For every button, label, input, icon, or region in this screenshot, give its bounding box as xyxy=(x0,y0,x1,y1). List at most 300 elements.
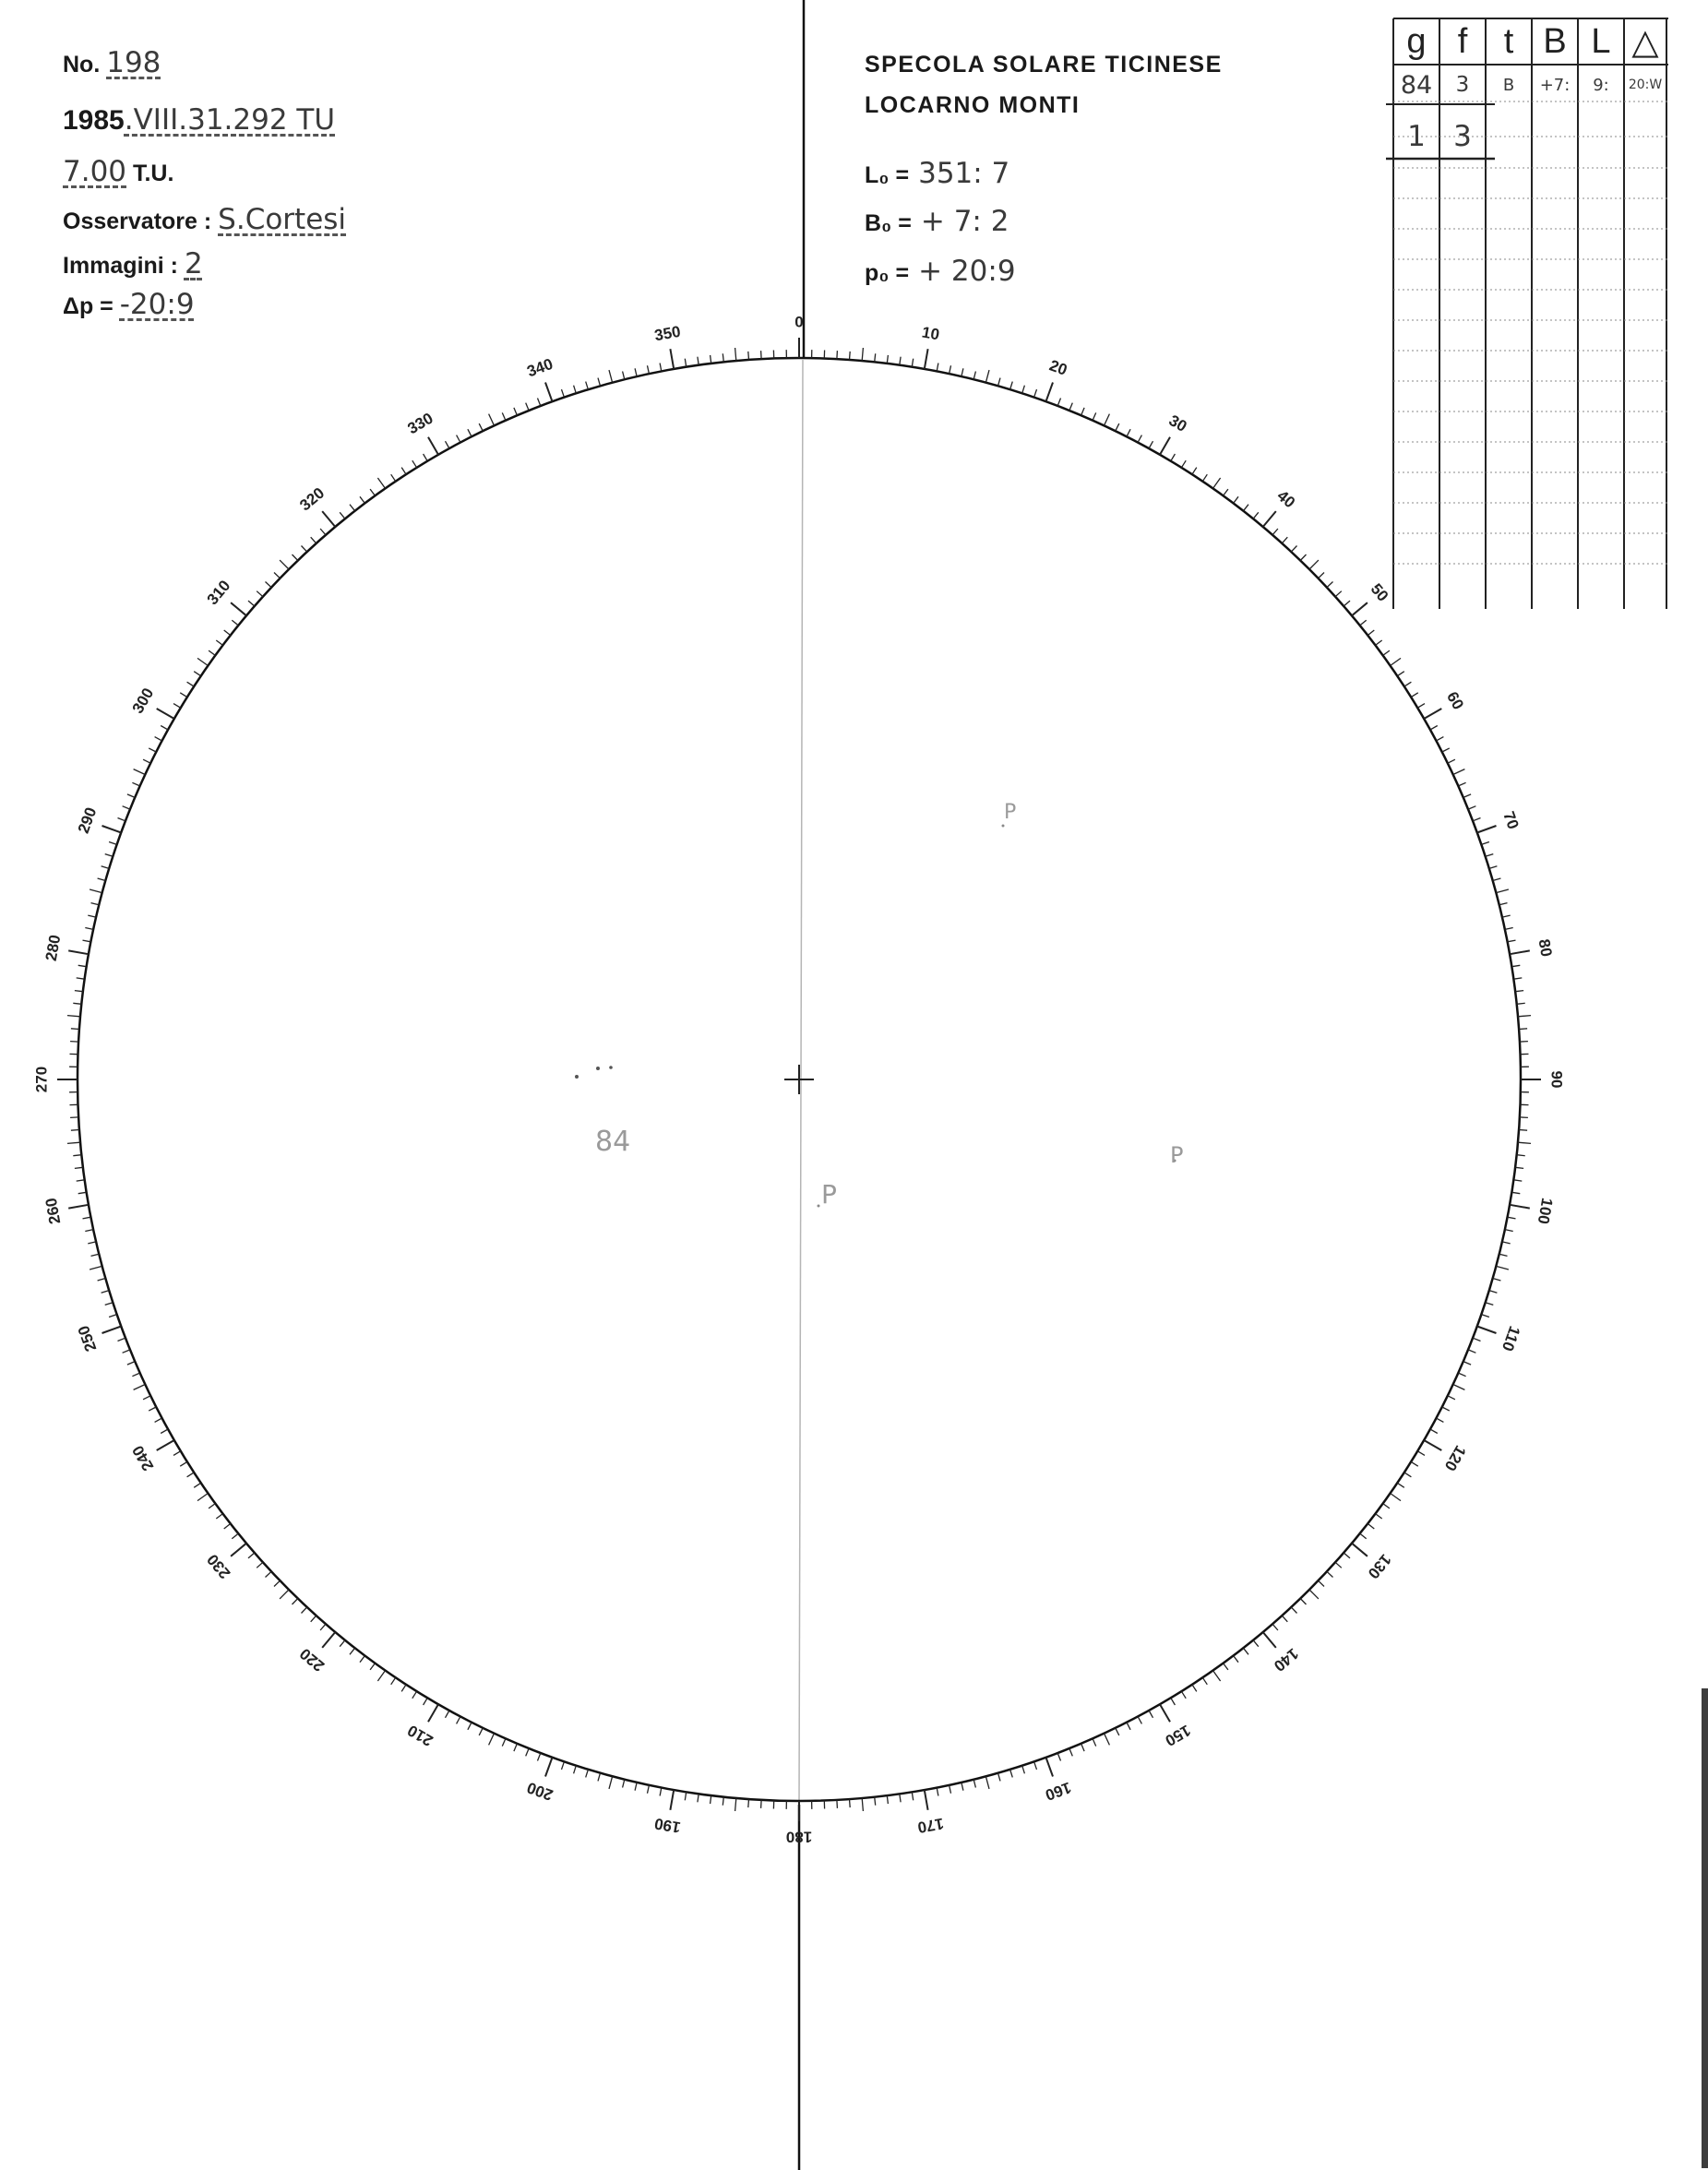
degree-tick xyxy=(1430,1429,1438,1433)
degree-label: 70 xyxy=(1499,809,1523,832)
degree-tick xyxy=(1502,1242,1511,1244)
degree-tick xyxy=(391,474,396,482)
degree-tick xyxy=(1138,1717,1141,1724)
degree-tick xyxy=(231,602,246,615)
degree-tick xyxy=(1481,842,1489,845)
degree-tick xyxy=(1496,1266,1509,1270)
degree-tick xyxy=(887,355,888,364)
degree-tick xyxy=(850,352,851,360)
degree-tick xyxy=(1397,672,1404,676)
degree-tick xyxy=(1442,748,1450,752)
degree-tick xyxy=(514,1744,518,1751)
degree-tick xyxy=(231,1544,246,1556)
degree-tick xyxy=(68,1205,89,1209)
degree-tick xyxy=(266,1571,272,1577)
degree-label: 30 xyxy=(1165,411,1190,435)
degree-tick xyxy=(1192,468,1197,475)
degree-tick xyxy=(1424,709,1441,719)
degree-tick xyxy=(1069,1748,1072,1756)
degree-tick xyxy=(1335,591,1342,597)
degree-tick xyxy=(370,1663,375,1670)
degree-tick xyxy=(155,737,162,741)
degree-tick xyxy=(468,429,472,436)
degree-tick xyxy=(489,414,495,426)
degree-tick xyxy=(973,1780,975,1788)
degree-tick xyxy=(311,1616,317,1622)
degree-tick xyxy=(1404,1472,1412,1477)
degree-label: 250 xyxy=(74,1323,101,1354)
degree-tick xyxy=(479,423,483,431)
degree-tick xyxy=(545,383,553,402)
degree-tick xyxy=(127,794,135,798)
degree-tick xyxy=(862,348,863,361)
degree-tick xyxy=(1493,878,1501,881)
degree-tick xyxy=(1517,1003,1525,1004)
degree-tick xyxy=(1411,693,1418,698)
degree-tick xyxy=(502,412,506,420)
degree-tick xyxy=(670,349,674,369)
degree-tick xyxy=(574,386,577,394)
degree-tick xyxy=(1010,1770,1013,1778)
degree-tick xyxy=(1511,1192,1520,1193)
degree-tick xyxy=(370,489,375,495)
degree-tick xyxy=(173,704,181,709)
degree-tick xyxy=(457,1717,460,1724)
degree-tick xyxy=(149,1407,156,1411)
degree-tick xyxy=(1376,1514,1382,1519)
degree-tick xyxy=(1243,1648,1248,1654)
degree-tick xyxy=(85,928,93,930)
degree-label: 260 xyxy=(42,1196,65,1226)
degree-tick xyxy=(134,769,146,775)
degree-tick xyxy=(973,372,975,380)
degree-tick xyxy=(302,1607,307,1614)
disk-annotation: P xyxy=(1170,1142,1184,1168)
degree-tick xyxy=(1272,1624,1278,1630)
degree-tick xyxy=(1081,1744,1085,1751)
degree-tick xyxy=(132,1373,139,1377)
degree-label: 160 xyxy=(1043,1778,1074,1805)
degree-tick xyxy=(635,1782,637,1791)
degree-tick xyxy=(377,1671,385,1681)
degree-tick xyxy=(1437,1418,1444,1422)
degree-tick xyxy=(1234,496,1238,503)
table-header-b: B xyxy=(1543,21,1567,61)
degree-tick xyxy=(118,818,125,821)
degree-tick xyxy=(1171,1698,1176,1705)
record-number-label: No. xyxy=(63,52,101,78)
delta-p-value: -20:9 xyxy=(119,288,195,321)
degree-tick xyxy=(660,364,662,372)
degree-tick xyxy=(1383,1504,1390,1508)
degree-tick xyxy=(875,1797,876,1806)
table-header-g: g xyxy=(1406,21,1427,61)
degree-tick xyxy=(1263,1632,1276,1648)
degree-tick xyxy=(635,368,637,376)
degree-tick xyxy=(1430,726,1438,730)
degree-tick xyxy=(526,1748,529,1756)
degree-label: 330 xyxy=(404,409,436,438)
degree-tick xyxy=(1344,1553,1350,1558)
degree-tick xyxy=(1300,554,1306,561)
degree-tick xyxy=(985,1776,989,1789)
degree-tick xyxy=(1069,403,1072,411)
degree-label: 170 xyxy=(915,1814,946,1837)
degree-tick xyxy=(1511,965,1520,966)
degree-tick xyxy=(1344,601,1350,606)
degree-label: 190 xyxy=(652,1814,683,1837)
degree-tick xyxy=(157,1440,174,1450)
degree-tick xyxy=(1376,640,1382,645)
table-cell: +7: xyxy=(1539,75,1571,95)
degree-tick xyxy=(123,1350,130,1353)
degree-tick xyxy=(950,365,951,374)
degree-tick xyxy=(102,866,110,869)
degree-tick xyxy=(1391,658,1401,665)
degree-label: 10 xyxy=(920,323,941,344)
degree-tick xyxy=(424,1698,428,1705)
degree-tick xyxy=(75,991,83,992)
degree-tick xyxy=(925,349,928,369)
degree-tick xyxy=(574,1766,577,1774)
degree-tick xyxy=(875,353,876,362)
degree-tick xyxy=(961,368,963,376)
degree-tick xyxy=(1171,454,1176,461)
degree-tick xyxy=(1127,429,1130,436)
record-number-value: 198 xyxy=(106,46,161,79)
degree-tick xyxy=(1517,1155,1525,1156)
degree-tick xyxy=(68,950,89,954)
degree-tick xyxy=(67,1142,80,1143)
degree-tick xyxy=(446,441,449,448)
pore-dot xyxy=(1002,825,1005,828)
degree-label: 40 xyxy=(1273,486,1299,512)
disk-annotation: 84 xyxy=(595,1126,631,1158)
degree-label: 50 xyxy=(1367,579,1392,605)
degree-tick xyxy=(350,1648,355,1654)
degree-tick xyxy=(562,389,565,398)
degree-tick xyxy=(1383,650,1390,655)
degree-tick xyxy=(698,357,699,365)
degree-tick xyxy=(1105,1734,1110,1746)
degree-tick xyxy=(1510,1205,1530,1209)
degree-tick xyxy=(1448,759,1455,763)
degree-tick xyxy=(83,1217,91,1219)
degree-tick xyxy=(1213,478,1221,488)
degree-tick xyxy=(293,554,298,561)
degree-tick xyxy=(257,591,263,597)
degree-tick xyxy=(1272,529,1278,535)
degree-label: 120 xyxy=(1440,1442,1470,1474)
time-suffix: T.U. xyxy=(132,161,174,186)
degree-tick xyxy=(73,1003,81,1004)
degree-tick xyxy=(157,709,174,719)
degree-label: 310 xyxy=(203,577,234,609)
degree-tick xyxy=(900,357,901,365)
degree-tick xyxy=(1202,474,1207,482)
degree-tick xyxy=(401,1685,406,1692)
observer-value: S.Cortesi xyxy=(218,203,347,236)
degree-label: 130 xyxy=(1364,1550,1395,1582)
degree-label: 270 xyxy=(32,1066,51,1093)
degree-tick xyxy=(1360,1533,1367,1539)
degree-tick xyxy=(216,1514,222,1519)
degree-tick xyxy=(232,620,238,626)
degree-tick xyxy=(1477,1327,1497,1334)
degree-tick xyxy=(85,1230,93,1232)
degree-tick xyxy=(1116,1728,1119,1735)
degree-tick xyxy=(274,1580,281,1586)
degree-tick xyxy=(1181,460,1186,468)
degree-tick xyxy=(514,408,518,415)
param-p0-value: + 20:9 xyxy=(918,255,1016,288)
degree-tick xyxy=(526,403,529,411)
degree-tick xyxy=(322,511,335,527)
degree-tick xyxy=(1309,1590,1319,1599)
table-cell: 1 xyxy=(1407,120,1426,153)
degree-tick xyxy=(1477,826,1497,833)
degree-tick xyxy=(1437,737,1444,741)
degree-tick xyxy=(391,1677,396,1685)
degree-tick xyxy=(1486,1303,1494,1306)
degree-tick xyxy=(937,364,938,372)
degree-tick xyxy=(502,1738,506,1746)
degree-tick xyxy=(1034,1761,1037,1770)
degree-tick xyxy=(1505,928,1513,930)
degree-label: 90 xyxy=(1547,1070,1566,1089)
degree-tick xyxy=(105,854,113,857)
degree-tick xyxy=(545,1758,553,1777)
degree-label: 300 xyxy=(128,685,158,717)
degree-tick xyxy=(70,1042,78,1043)
degree-tick xyxy=(1463,1362,1471,1365)
degree-tick xyxy=(1510,950,1530,954)
degree-label: 110 xyxy=(1498,1323,1524,1353)
degree-tick xyxy=(457,435,460,443)
degree-tick xyxy=(91,903,100,905)
degree-tick xyxy=(468,1723,472,1730)
degree-tick xyxy=(197,658,208,665)
degree-tick xyxy=(1417,704,1425,709)
degree-tick xyxy=(900,1794,901,1802)
degree-tick xyxy=(1417,1451,1425,1456)
degree-tick xyxy=(311,537,317,543)
sunspot-group-table xyxy=(1386,9,1668,609)
degree-tick xyxy=(1149,1711,1153,1718)
table-header-delta: △ xyxy=(1631,22,1659,62)
degree-tick xyxy=(77,1180,85,1181)
degree-tick xyxy=(748,352,749,360)
degree-tick xyxy=(98,1279,106,1282)
degree-tick xyxy=(1291,546,1296,553)
degree-tick xyxy=(1481,1315,1489,1318)
degree-tick xyxy=(180,693,187,698)
degree-tick xyxy=(446,1711,449,1718)
degree-tick xyxy=(1368,1523,1374,1529)
degree-tick xyxy=(1489,1291,1498,1294)
degree-tick xyxy=(1486,854,1494,857)
degree-label: 100 xyxy=(1534,1196,1557,1226)
degree-tick xyxy=(224,630,231,636)
degree-tick xyxy=(1192,1685,1197,1692)
pore-dot xyxy=(818,1205,820,1208)
degree-label: 340 xyxy=(524,354,555,381)
degree-tick xyxy=(1468,1350,1475,1353)
degree-tick xyxy=(90,1266,102,1270)
degree-tick xyxy=(1202,1677,1207,1685)
date-year: 1985 xyxy=(63,105,125,136)
degree-tick xyxy=(71,1029,79,1030)
degree-tick xyxy=(761,351,762,359)
degree-tick xyxy=(837,351,838,359)
degree-tick xyxy=(1057,399,1060,406)
disk-annotation: P xyxy=(821,1179,837,1210)
degree-tick xyxy=(71,1130,79,1131)
degree-tick xyxy=(1149,441,1153,448)
degree-tick xyxy=(1034,389,1037,398)
degree-tick xyxy=(586,382,589,390)
table-cell: B xyxy=(1502,75,1515,95)
degree-tick xyxy=(698,1794,699,1802)
degree-tick xyxy=(961,1782,963,1791)
degree-tick xyxy=(83,940,91,942)
degree-tick xyxy=(1397,1483,1404,1487)
degree-tick xyxy=(412,460,417,468)
degree-label: 0 xyxy=(794,313,804,331)
degree-tick xyxy=(1127,1723,1130,1730)
degree-tick xyxy=(761,1800,762,1808)
degree-tick xyxy=(623,372,625,380)
degree-tick xyxy=(685,1792,686,1800)
table-cell: 3 xyxy=(1455,73,1470,97)
degree-tick xyxy=(161,726,168,730)
degree-tick xyxy=(1360,620,1367,626)
observatory-location: LOCARNO MONTI xyxy=(865,92,1081,118)
degree-tick xyxy=(1093,1738,1096,1746)
degree-tick xyxy=(1057,1753,1060,1760)
degree-tick xyxy=(1352,602,1368,615)
degree-tick xyxy=(1282,537,1287,543)
degree-tick xyxy=(88,915,96,917)
degree-tick xyxy=(1515,991,1523,992)
degree-tick xyxy=(1319,1580,1325,1586)
degree-tick xyxy=(1493,1279,1501,1282)
degree-tick xyxy=(1404,682,1412,686)
degree-tick xyxy=(132,782,139,786)
degree-tick xyxy=(280,1590,289,1599)
degree-tick xyxy=(197,1494,208,1501)
degree-tick xyxy=(360,496,364,503)
degree-tick xyxy=(1502,915,1511,917)
degree-label: 320 xyxy=(296,483,328,515)
degree-tick xyxy=(109,1315,117,1318)
degree-tick xyxy=(1391,1494,1401,1501)
degree-tick xyxy=(1022,386,1025,394)
degree-tick xyxy=(685,359,686,367)
degree-tick xyxy=(1160,1704,1170,1722)
degree-tick xyxy=(75,1167,83,1168)
degree-tick xyxy=(1010,382,1013,390)
degree-tick xyxy=(320,1624,326,1630)
degree-tick xyxy=(1352,1544,1368,1556)
degree-tick xyxy=(232,1533,238,1539)
degree-tick xyxy=(1224,489,1228,495)
degree-tick xyxy=(424,454,428,461)
degree-tick xyxy=(320,529,326,535)
degree-tick xyxy=(1513,1180,1522,1181)
degree-tick xyxy=(428,437,438,455)
degree-tick xyxy=(1505,1230,1513,1232)
degree-tick xyxy=(1473,1338,1480,1341)
degree-label: 210 xyxy=(404,1721,436,1750)
degree-tick xyxy=(1253,512,1259,519)
degree-tick xyxy=(109,842,117,845)
degree-tick xyxy=(985,370,989,383)
table-header-t: t xyxy=(1503,21,1514,61)
param-l0-value: 351: 7 xyxy=(918,157,1010,190)
degree-tick xyxy=(1508,1217,1516,1219)
delta-p-label: Δp = xyxy=(63,293,113,319)
degree-tick xyxy=(1309,560,1319,569)
degree-tick xyxy=(1518,1016,1531,1017)
degree-tick xyxy=(322,1632,335,1648)
degree-tick xyxy=(609,1776,613,1789)
degree-tick xyxy=(1282,1616,1287,1622)
degree-tick xyxy=(173,1451,181,1456)
degree-tick xyxy=(1160,437,1170,455)
degree-tick xyxy=(998,1773,1001,1782)
degree-tick xyxy=(660,1788,662,1796)
degree-label: 180 xyxy=(785,1828,813,1846)
degree-tick xyxy=(1448,1396,1455,1400)
degree-tick xyxy=(623,1780,625,1788)
sunspot-dot xyxy=(575,1075,579,1079)
degree-tick xyxy=(1499,1254,1508,1256)
degree-label: 290 xyxy=(74,805,101,836)
degree-tick xyxy=(161,1429,168,1433)
degree-tick xyxy=(1453,1385,1465,1390)
degree-tick xyxy=(187,682,195,686)
degree-tick xyxy=(149,748,156,752)
degree-tick xyxy=(412,1691,417,1699)
degree-tick xyxy=(1458,1373,1465,1377)
degree-label: 230 xyxy=(203,1550,234,1582)
degree-tick xyxy=(280,560,289,569)
degree-tick xyxy=(1442,1407,1450,1411)
degree-tick xyxy=(123,806,130,809)
images-value: 2 xyxy=(184,247,203,280)
degree-tick xyxy=(340,1640,345,1647)
degree-tick xyxy=(479,1728,483,1735)
degree-tick xyxy=(67,1016,80,1017)
sunspot-dot xyxy=(596,1067,600,1070)
degree-label: 20 xyxy=(1046,356,1069,379)
degree-tick xyxy=(274,573,281,578)
degree-tick xyxy=(90,889,102,893)
degree-tick xyxy=(562,1761,565,1770)
degree-tick xyxy=(609,370,613,383)
degree-tick xyxy=(224,1523,231,1529)
degree-tick xyxy=(1093,412,1096,420)
degree-tick xyxy=(143,759,150,763)
degree-tick xyxy=(1499,903,1508,905)
degree-tick xyxy=(538,1753,541,1760)
degree-tick xyxy=(1368,630,1374,636)
degree-tick xyxy=(1327,582,1333,588)
degree-tick xyxy=(127,1362,135,1365)
degree-tick xyxy=(925,1790,928,1810)
degree-tick xyxy=(1181,1691,1186,1699)
